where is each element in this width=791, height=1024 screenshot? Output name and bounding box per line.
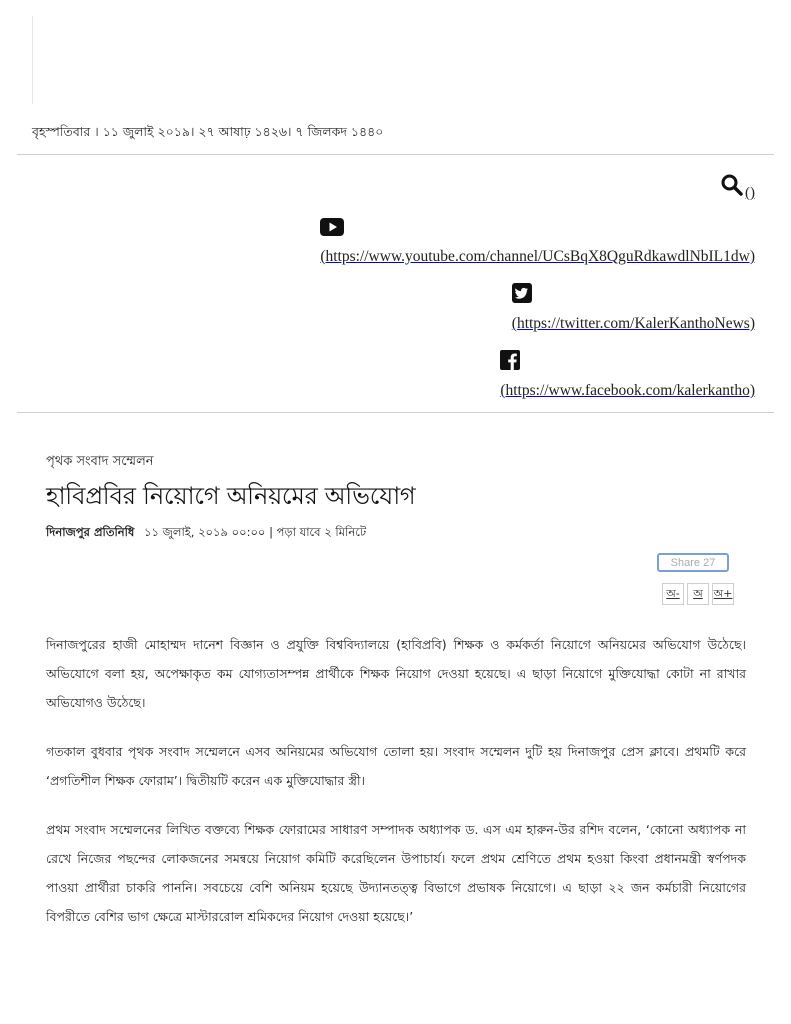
header-separator <box>17 154 774 155</box>
youtube-icon <box>320 218 344 236</box>
article-kicker: পৃথক সংবাদ সম্মেলন <box>46 454 154 469</box>
share-button[interactable]: Share 27 <box>657 553 729 572</box>
search-icon <box>720 173 744 197</box>
facebook-icon <box>500 350 520 370</box>
youtube-link[interactable] <box>320 218 755 266</box>
article-title: হাবিপ্রবির নিয়োগে অনিয়মের অভিযোগ <box>46 482 416 510</box>
facebook-link[interactable] <box>500 350 755 400</box>
font-increase-button[interactable]: অ+ <box>712 583 734 605</box>
article-paragraph: দিনাজপুরের হাজী মোহাম্মদ দানেশ বিজ্ঞান ও প্রযুক্তি বিশ্ববিদ্যালয়ে (হাবিপ্রবি) শিক্ষক ও কর্মকর্তা নিয়োগে অনিয়মের অভিযোগ উঠেছে। অভিযোগে বলা হয়, অপেক্ষাকৃত কম যোগ্যতাসম্পন্ন প্রার্থীকে শিক্ষক নিয়োগ দেওয়া হয়েছে। এ ছাড়া নিয়োগে মুক্তিযোদ্ধা কোটা না রাখার অভিযোগও উঠেছে। <box>46 637 746 710</box>
date-line: বৃহস্পতিবার । ১১ জুলাই ২০১৯। ২৭ আষাঢ় ১৪২৬। ৭ জিলকদ ১৪৪০ <box>32 124 384 139</box>
article-byline <box>46 524 366 543</box>
font-size-controls <box>662 583 734 605</box>
font-reset-button[interactable]: অ <box>687 583 709 605</box>
search-link[interactable] <box>720 173 755 201</box>
youtube-url: (https://www.youtube.com/channel/UCsBqX8QguRdkawdlNbIL1dw) <box>320 248 755 265</box>
twitter-icon <box>512 283 532 303</box>
facebook-url: (https://www.facebook.com/kalerkantho) <box>500 382 755 399</box>
article-paragraph: প্রথম সংবাদ সম্মেলনের লিখিত বক্তব্যে শিক্ষক ফোরামের সাধারণ সম্পাদক অধ্যাপক ড. এস এম হারুন-উর রশিদ বলেন, ‘কোনো অধ্যাপক না রেখে নিজের পছন্দের লোকজনের সমন্বয়ে নিয়োগ কমিটি করেছিলেন উপাচার্য। ফলে প্রথম শ্রেণিতে প্রথম হওয়া কিংবা প্রধানমন্ত্রী স্বর্ণপদক পাওয়া প্রার্থীরা চাকরি পাননি। সবচেয়ে বেশি অনিয়ম হয়েছে উদ্যানতত্ত্ব বিভাগে প্রভাষক নিয়োগে। এ ছাড়া ২২ জন কর্মচারী নিয়োগের বিপরীতে বেশির ভাগ ক্ষেত্রে মাস্টাররোল শ্রমিকদের নিয়োগ দেওয়া হয়েছে।’ <box>46 822 746 924</box>
article-paragraph: গতকাল বুধবার পৃথক সংবাদ সম্মেলনে এসব অনিয়মের অভিযোগ তোলা হয়। সংবাদ সম্মেলন দুটি হয় দিনাজপুর প্রেস ক্লাবে। প্রথমটি করে ‘প্রগতিশীল শিক্ষক ফোরাম’। দ্বিতীয়টি করেন এক মুক্তিযোদ্ধার স্ত্রী। <box>46 744 746 788</box>
article-read-time: | পড়া যাবে ২ মিনিটে <box>269 525 367 539</box>
social-separator <box>17 412 774 413</box>
article-published-date: ১১ জুলাই, ২০১৯ ০০:০০ <box>144 525 266 539</box>
twitter-link[interactable] <box>512 283 755 333</box>
article-author: দিনাজপুর প্রতিনিধি <box>46 525 135 539</box>
header-divider-line <box>32 16 33 104</box>
twitter-url: (https://twitter.com/KalerKanthoNews) <box>511 315 755 332</box>
font-decrease-button[interactable]: অ- <box>662 583 684 605</box>
search-link-text: () <box>745 185 755 201</box>
